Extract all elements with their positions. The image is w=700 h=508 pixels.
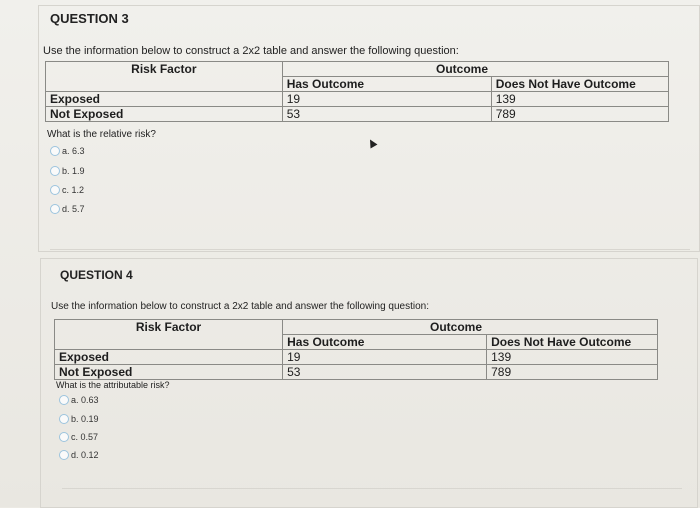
q4-option-c[interactable]: c. 0.57 — [59, 432, 98, 442]
question-4-prompt: What is the attributable risk? — [56, 380, 170, 390]
table-row — [55, 350, 658, 365]
radio-button[interactable] — [50, 204, 60, 214]
table-row — [46, 92, 669, 107]
has-outcome-header: Has Outcome — [282, 77, 491, 92]
no-outcome-header: Does Not Have Outcome — [487, 335, 658, 350]
q3-option-a[interactable]: a. 6.3 — [50, 146, 85, 156]
radio-button[interactable] — [59, 432, 69, 442]
table-row — [55, 365, 658, 380]
no-outcome-header: Does Not Have Outcome — [491, 77, 668, 92]
divider — [62, 488, 682, 489]
cell-no-outcome: 789 — [487, 365, 658, 380]
radio-button[interactable] — [50, 146, 60, 156]
row-label: Not Exposed — [55, 365, 283, 380]
cell-has-outcome: 53 — [282, 107, 491, 122]
cell-no-outcome: 139 — [487, 350, 658, 365]
radio-button[interactable] — [50, 166, 60, 176]
q3-option-d[interactable]: d. 5.7 — [50, 204, 85, 214]
question-4-instruction: Use the information below to construct a 2x2 table and answer the following question: — [51, 301, 429, 312]
radio-button[interactable] — [59, 414, 69, 424]
risk-factor-header: Risk Factor — [46, 62, 283, 77]
has-outcome-header: Has Outcome — [283, 335, 487, 350]
question-4-table — [54, 319, 658, 380]
cell-has-outcome: 19 — [282, 92, 491, 107]
divider — [50, 249, 690, 250]
radio-button[interactable] — [59, 395, 69, 405]
outcome-header: Outcome — [283, 320, 658, 335]
row-label: Exposed — [46, 92, 283, 107]
question-4-title: QUESTION 4 — [60, 268, 133, 282]
question-3-title: QUESTION 3 — [50, 11, 129, 26]
question-3-table — [45, 61, 669, 122]
outcome-header: Outcome — [282, 62, 668, 77]
risk-factor-header: Risk Factor — [55, 320, 283, 335]
radio-button[interactable] — [50, 185, 60, 195]
q4-option-a[interactable]: a. 0.63 — [59, 395, 99, 405]
cell-no-outcome: 139 — [491, 92, 668, 107]
table-row — [46, 107, 669, 122]
radio-button[interactable] — [59, 450, 69, 460]
cell-no-outcome: 789 — [491, 107, 668, 122]
q3-option-b[interactable]: b. 1.9 — [50, 166, 85, 176]
row-label: Not Exposed — [46, 107, 283, 122]
question-3-instruction: Use the information below to construct a 2x2 table and answer the following question: — [43, 45, 459, 57]
q4-option-b[interactable]: b. 0.19 — [59, 414, 99, 424]
cell-has-outcome: 53 — [283, 365, 487, 380]
q4-option-d[interactable]: d. 0.12 — [59, 450, 99, 460]
question-3-prompt: What is the relative risk? — [47, 129, 156, 140]
row-label: Exposed — [55, 350, 283, 365]
q3-option-c[interactable]: c. 1.2 — [50, 185, 84, 195]
cell-has-outcome: 19 — [283, 350, 487, 365]
